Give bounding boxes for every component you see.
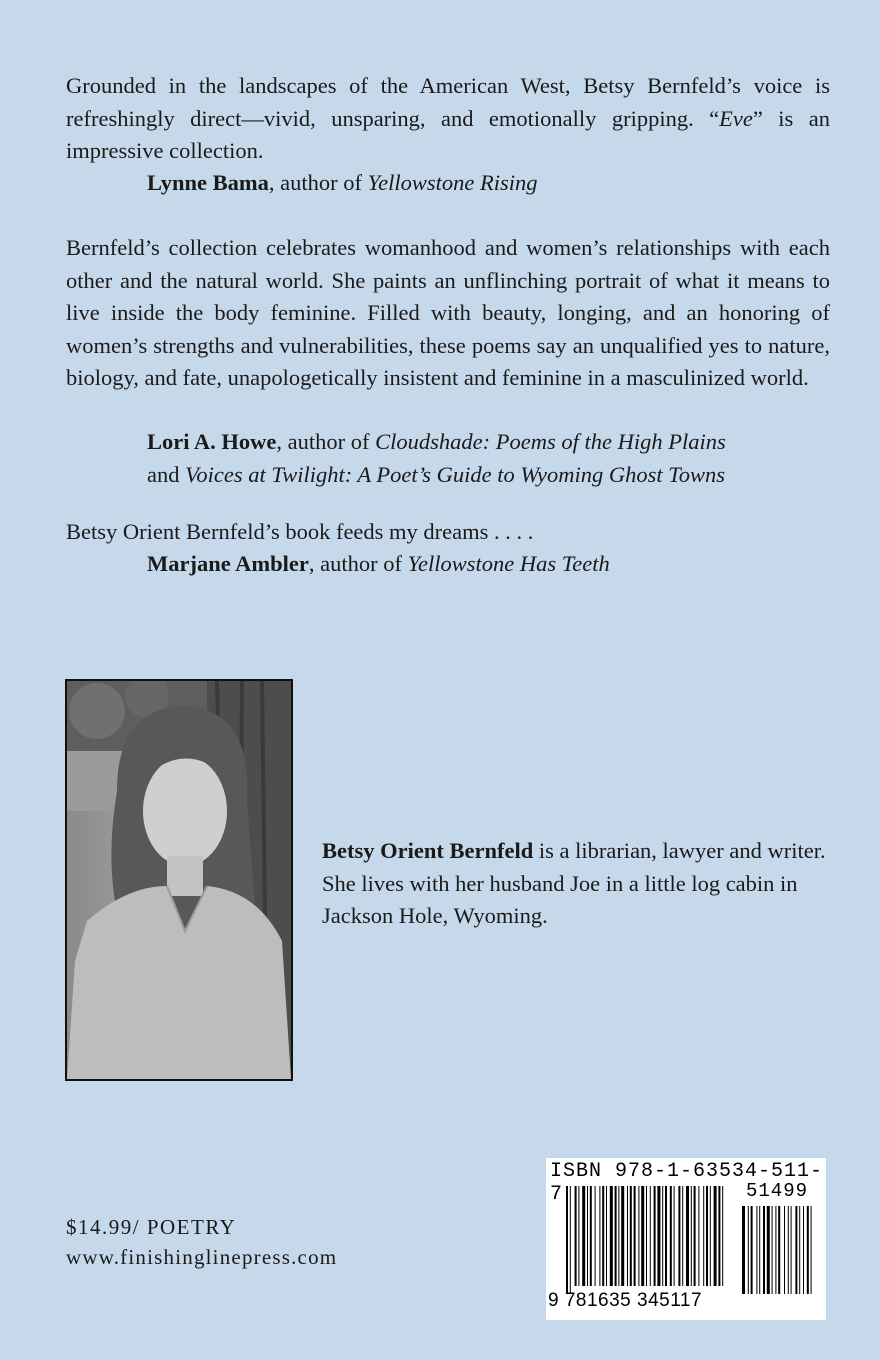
barcode-addon-number: 51499 — [746, 1180, 809, 1202]
endorser-book: Cloudshade: Poems of the High Plains — [375, 429, 726, 454]
endorser-name: Lynne Bama — [147, 170, 269, 195]
endorser-book-2: Voices at Twilight: A Poet’s Guide to Wyoming Ghost Towns — [185, 461, 725, 487]
author-photo — [65, 679, 293, 1081]
isbn-number: ISBN 978-1-63534-511-7 — [550, 1160, 824, 1206]
endorser-name: Lori A. Howe — [147, 429, 277, 454]
endorser-book: Yellowstone Has Teeth — [407, 551, 610, 576]
ean-number: 9 781635 345117 — [548, 1290, 703, 1311]
book-title-eve: Eve — [719, 105, 753, 131]
author-bio: Betsy Orient Bernfeld is a librarian, lawyer and writer. She lives with her husband Joe in a little log cabin in Jackson Hole, Wyoming. — [322, 838, 826, 928]
endorser-book: Yellowstone Rising — [367, 170, 538, 195]
endorsement-1-quote: Grounded in the landscapes of the American West, Betsy Bernfeld’s voice is refreshingly direct—vivid, unsparing, and emotionally gripping. “Eve” is an impressive collection. — [66, 73, 830, 163]
publisher-website: www.finishinglinepress.com — [66, 1245, 338, 1269]
endorsement-2-attribution: Lori A. Howe, author of Cloudshade: Poems of the High Plains and Voices at Twilight: A Poet’s Guide to Wyoming Ghost Towns — [147, 429, 726, 487]
price-genre: $14.99/ POETRY — [66, 1215, 237, 1239]
endorsement-2-quote: Bernfeld’s collection celebrates womanhood and women’s relationships with each other and the natural world. She paints an unflinching portrait of what it means to live inside the body feminine. Filled with beauty, longing, and an honoring of women’s strengths and vulnerabilities, these poems say an unqualified yes to nature, biology, and fate, unapologetically insistent and feminine in a masculinized world. — [66, 235, 830, 390]
endorsement-3-attribution: Marjane Ambler, author of Yellowstone Has Teeth — [147, 551, 610, 576]
author-name: Betsy Orient Bernfeld — [322, 838, 534, 863]
endorsement-1-attribution: Lynne Bama, author of Yellowstone Rising — [147, 170, 538, 195]
endorsement-3-quote: Betsy Orient Bernfeld’s book feeds my dreams . . . . — [66, 519, 534, 544]
isbn-barcode — [546, 1158, 826, 1320]
endorser-name: Marjane Ambler — [147, 551, 309, 576]
